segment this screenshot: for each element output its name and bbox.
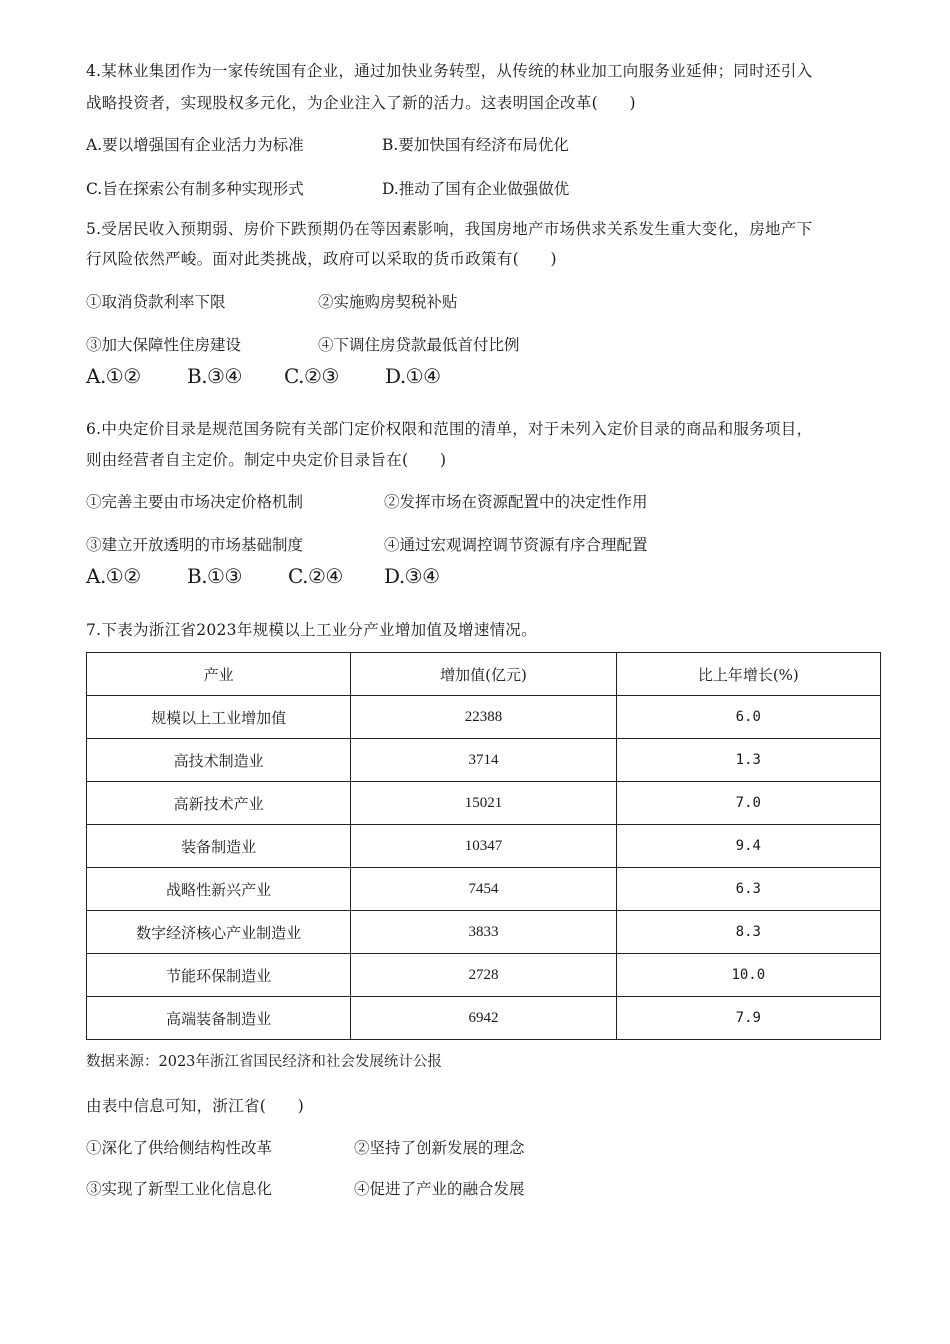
table-cell-value: 7454 [351, 868, 616, 911]
table-row [87, 954, 881, 997]
q7-stem: 7.下表为浙江省2023年规模以上工业分产业增加值及增速情况。 [86, 621, 538, 639]
q6-item-1: ①完善主要由市场决定价格机制 [86, 493, 304, 511]
table-cell-growth: 6.0 [616, 696, 880, 739]
table-cell-value: 15021 [351, 782, 616, 825]
table-cell-growth: 6.3 [616, 868, 880, 911]
table-source-note: 数据来源：2023年浙江省国民经济和社会发展统计公报 [86, 1054, 442, 1070]
q5-choice-a[interactable]: A.①② [86, 364, 141, 388]
q7-item-2: ②坚持了创新发展的理念 [354, 1139, 525, 1157]
table-cell-value: 6942 [351, 997, 616, 1040]
q6-item-4: ④通过宏观调控调节资源有序合理配置 [384, 536, 648, 554]
q5-item-3: ③加大保障性住房建设 [86, 336, 242, 354]
q4-option-d[interactable]: D.推动了国有企业做强做优 [382, 180, 570, 198]
q5-stem-line1: 5.受居民收入预期弱、房价下跌预期仍在等因素影响，我国房地产市场供求关系发生重大变化，房地产下 [86, 220, 813, 238]
q5-item-1: ①取消贷款利率下限 [86, 293, 226, 311]
table-row [87, 997, 881, 1040]
table-cell-growth: 7.0 [616, 782, 880, 825]
q5-choice-b[interactable]: B.③④ [187, 364, 242, 388]
table-cell-industry: 高端装备制造业 [87, 997, 351, 1040]
table-row [87, 696, 881, 739]
table-cell-growth: 9.4 [616, 825, 880, 868]
table-cell-industry: 节能环保制造业 [87, 954, 351, 997]
q5-stem-line2: 行风险依然严峻。面对此类挑战，政府可以采取的货币政策有( ) [86, 250, 557, 268]
q6-stem-line2: 则由经营者自主定价。制定中央定价目录旨在( ) [86, 451, 447, 469]
industry-table [86, 652, 881, 1040]
table-cell-industry: 战略性新兴产业 [87, 868, 351, 911]
table-row [87, 782, 881, 825]
table-cell-growth: 1.3 [616, 739, 880, 782]
table-row [87, 739, 881, 782]
table-header-cell: 比上年增长(%) [616, 653, 880, 696]
q6-item-3: ③建立开放透明的市场基础制度 [86, 536, 304, 554]
table-row [87, 868, 881, 911]
table-cell-growth: 10.0 [616, 954, 880, 997]
q5-choice-c[interactable]: C.②③ [284, 364, 339, 388]
q5-choice-d[interactable]: D.①④ [385, 364, 441, 388]
q4-option-a[interactable]: A.要以增强国有企业活力为标准 [86, 136, 304, 154]
q4-option-b[interactable]: B.要加快国有经济布局优化 [382, 136, 569, 154]
table-cell-value: 10347 [351, 825, 616, 868]
table-cell-value: 22388 [351, 696, 616, 739]
q7-question: 由表中信息可知，浙江省( ) [86, 1097, 305, 1115]
table-cell-industry: 数字经济核心产业制造业 [87, 911, 351, 954]
table-cell-value: 3833 [351, 911, 616, 954]
q6-choice-d[interactable]: D.③④ [384, 564, 440, 588]
table-header-row [87, 653, 881, 696]
q4-option-c[interactable]: C.旨在探索公有制多种实现形式 [86, 180, 304, 198]
table-cell-industry: 规模以上工业增加值 [87, 696, 351, 739]
table-cell-growth: 8.3 [616, 911, 880, 954]
table-cell-industry: 高新技术产业 [87, 782, 351, 825]
table-cell-growth: 7.9 [616, 997, 880, 1040]
q6-choice-a[interactable]: A.①② [86, 564, 141, 588]
q6-choice-c[interactable]: C.②④ [288, 564, 343, 588]
q7-item-1: ①深化了供给侧结构性改革 [86, 1139, 273, 1157]
q5-item-2: ②实施购房契税补贴 [318, 293, 458, 311]
q5-item-4: ④下调住房贷款最低首付比例 [318, 336, 520, 354]
q6-item-2: ②发挥市场在资源配置中的决定性作用 [384, 493, 648, 511]
table-cell-value: 3714 [351, 739, 616, 782]
q4-stem-line2: 战略投资者，实现股权多元化，为企业注入了新的活力。这表明国企改革( ) [86, 94, 636, 112]
table-cell-industry: 高技术制造业 [87, 739, 351, 782]
q6-stem-line1: 6.中央定价目录是规范国务院有关部门定价权限和范围的清单，对于未列入定价目录的商品和服务项目， [86, 420, 813, 438]
q6-choice-b[interactable]: B.①③ [187, 564, 242, 588]
q7-item-3: ③实现了新型工业化信息化 [86, 1180, 273, 1198]
table-header-cell: 产业 [87, 653, 351, 696]
table-cell-value: 2728 [351, 954, 616, 997]
table-cell-industry: 装备制造业 [87, 825, 351, 868]
q4-stem-line1: 4.某林业集团作为一家传统国有企业，通过加快业务转型，从传统的林业加工向服务业延伸；同时还引入 [86, 62, 813, 80]
table-row [87, 911, 881, 954]
table-header-cell: 增加值(亿元) [351, 653, 616, 696]
table-row [87, 825, 881, 868]
q7-item-4: ④促进了产业的融合发展 [354, 1180, 525, 1198]
